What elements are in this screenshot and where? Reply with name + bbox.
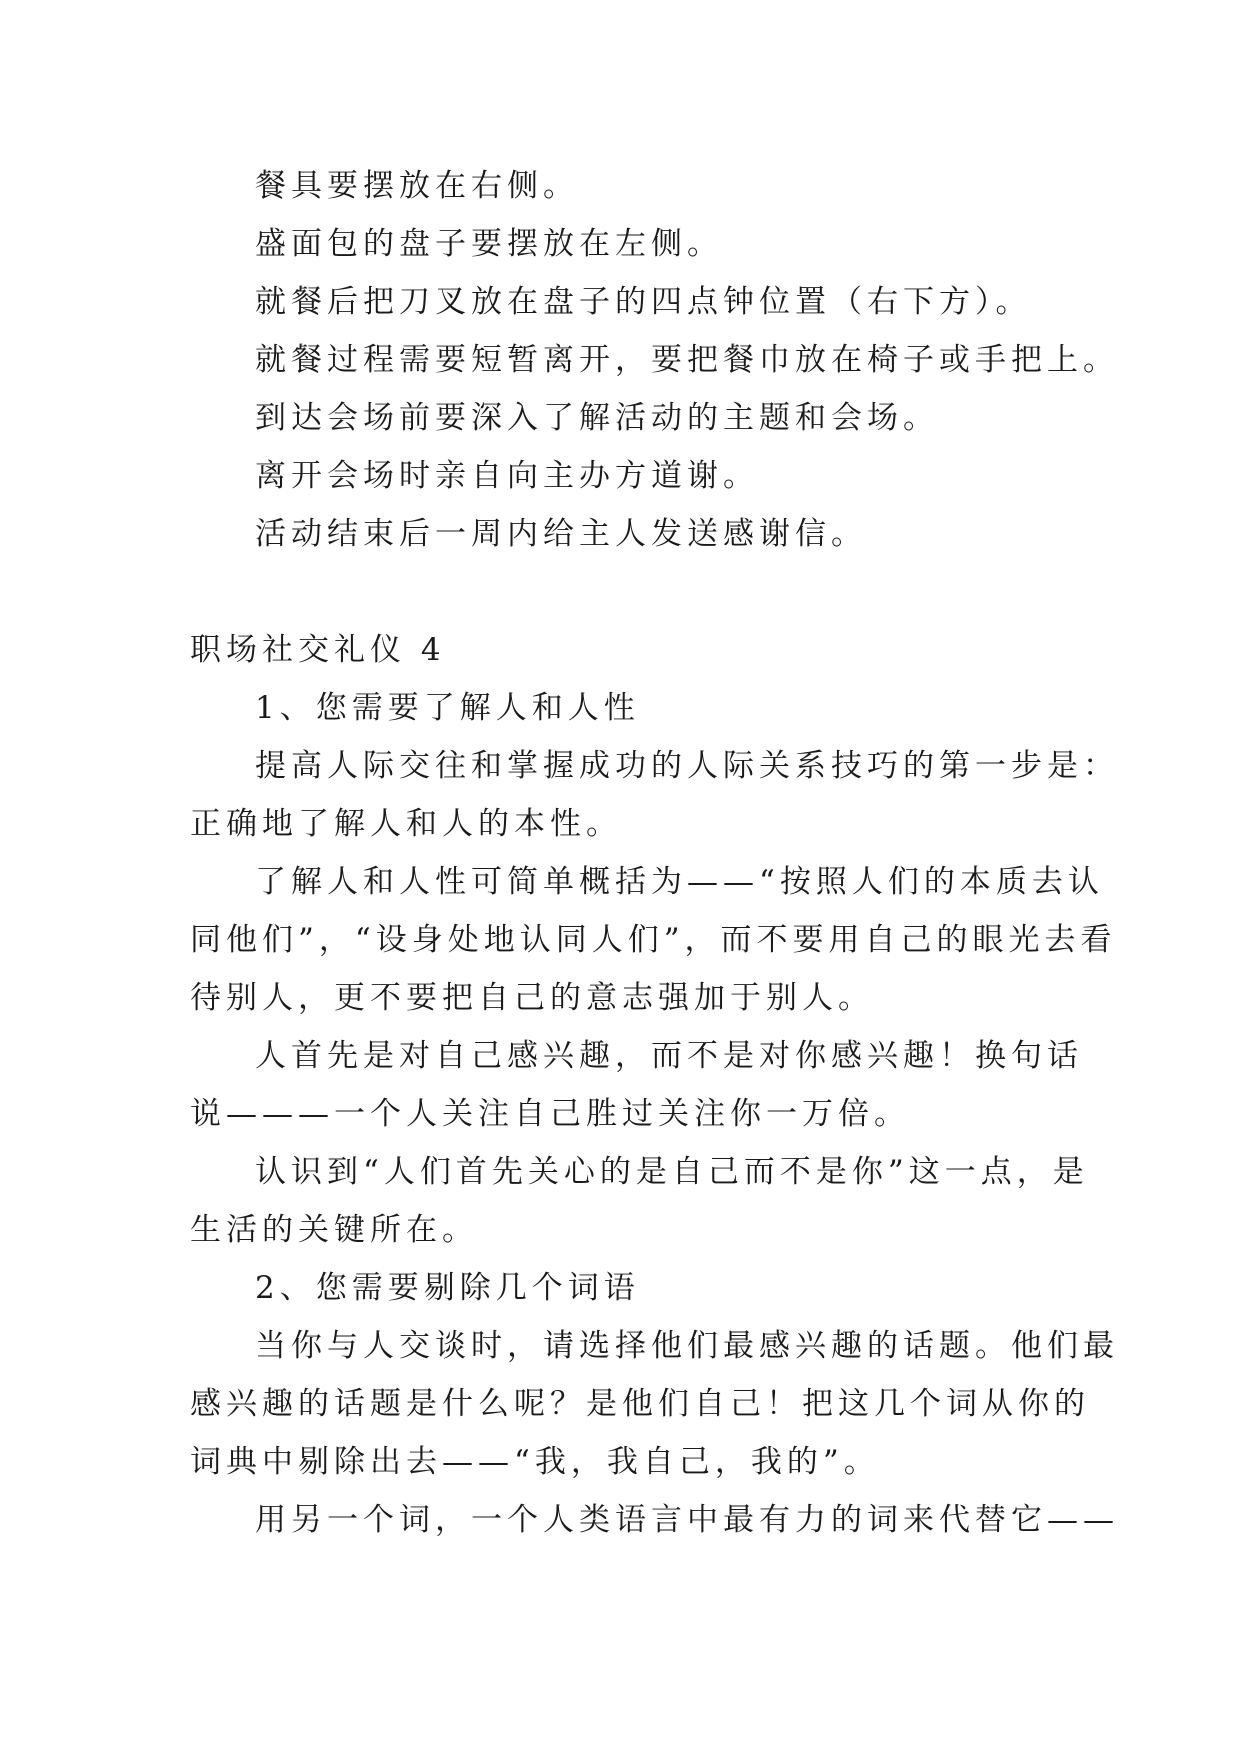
paragraph-line: 当你与人交谈时，请选择他们最感兴趣的话题。他们最: [255, 1328, 1119, 1364]
paragraph-line: 盛面包的盘子要摆放在左侧。: [255, 226, 723, 262]
paragraph-line: 待别人，更不要把自己的意志强加于别人。: [190, 980, 874, 1016]
paragraph-line: 词典中剔除出去——“我，我自己，我的”。: [190, 1444, 880, 1480]
section-heading: 职场社交礼仪 4: [190, 632, 446, 668]
paragraph-line: 说———一个人关注自己胜过关注你一万倍。: [190, 1096, 910, 1132]
paragraph-line: 就餐后把刀叉放在盘子的四点钟位置（右下方）。: [255, 284, 1032, 320]
paragraph-line: 活动结束后一周内给主人发送感谢信。: [255, 516, 867, 552]
paragraph-line: 离开会场时亲自向主办方道谢。: [255, 458, 759, 494]
paragraph-line: 人首先是对自己感兴趣，而不是对你感兴趣！换句话: [255, 1038, 1083, 1074]
paragraph-line: 生活的关键所在。: [190, 1212, 478, 1248]
paragraph-line: 就餐过程需要短暂离开，要把餐巾放在椅子或手把上。: [255, 342, 1119, 378]
paragraph-line: 正确地了解人和人的本性。: [190, 806, 622, 842]
paragraph-line: 提高人际交往和掌握成功的人际关系技巧的第一步是：: [255, 748, 1119, 784]
paragraph-line: 用另一个词，一个人类语言中最有力的词来代替它——: [255, 1502, 1119, 1538]
paragraph-line: 认识到“人们首先关心的是自己而不是你”这一点，是: [255, 1154, 1089, 1190]
subsection-title: 1、您需要了解人和人性: [255, 690, 640, 726]
paragraph-line: 餐具要摆放在右侧。: [255, 168, 579, 204]
subsection-title: 2、您需要剔除几个词语: [255, 1270, 640, 1306]
paragraph-line: 同他们”，“设身处地认同人们”，而不要用自己的眼光去看: [190, 922, 1117, 958]
paragraph-line: 到达会场前要深入了解活动的主题和会场。: [255, 400, 939, 436]
paragraph-line: 感兴趣的话题是什么呢？是他们自己！把这几个词从你的: [190, 1386, 1090, 1422]
paragraph-line: 了解人和人性可简单概括为——“按照人们的本质去认: [255, 864, 1104, 900]
